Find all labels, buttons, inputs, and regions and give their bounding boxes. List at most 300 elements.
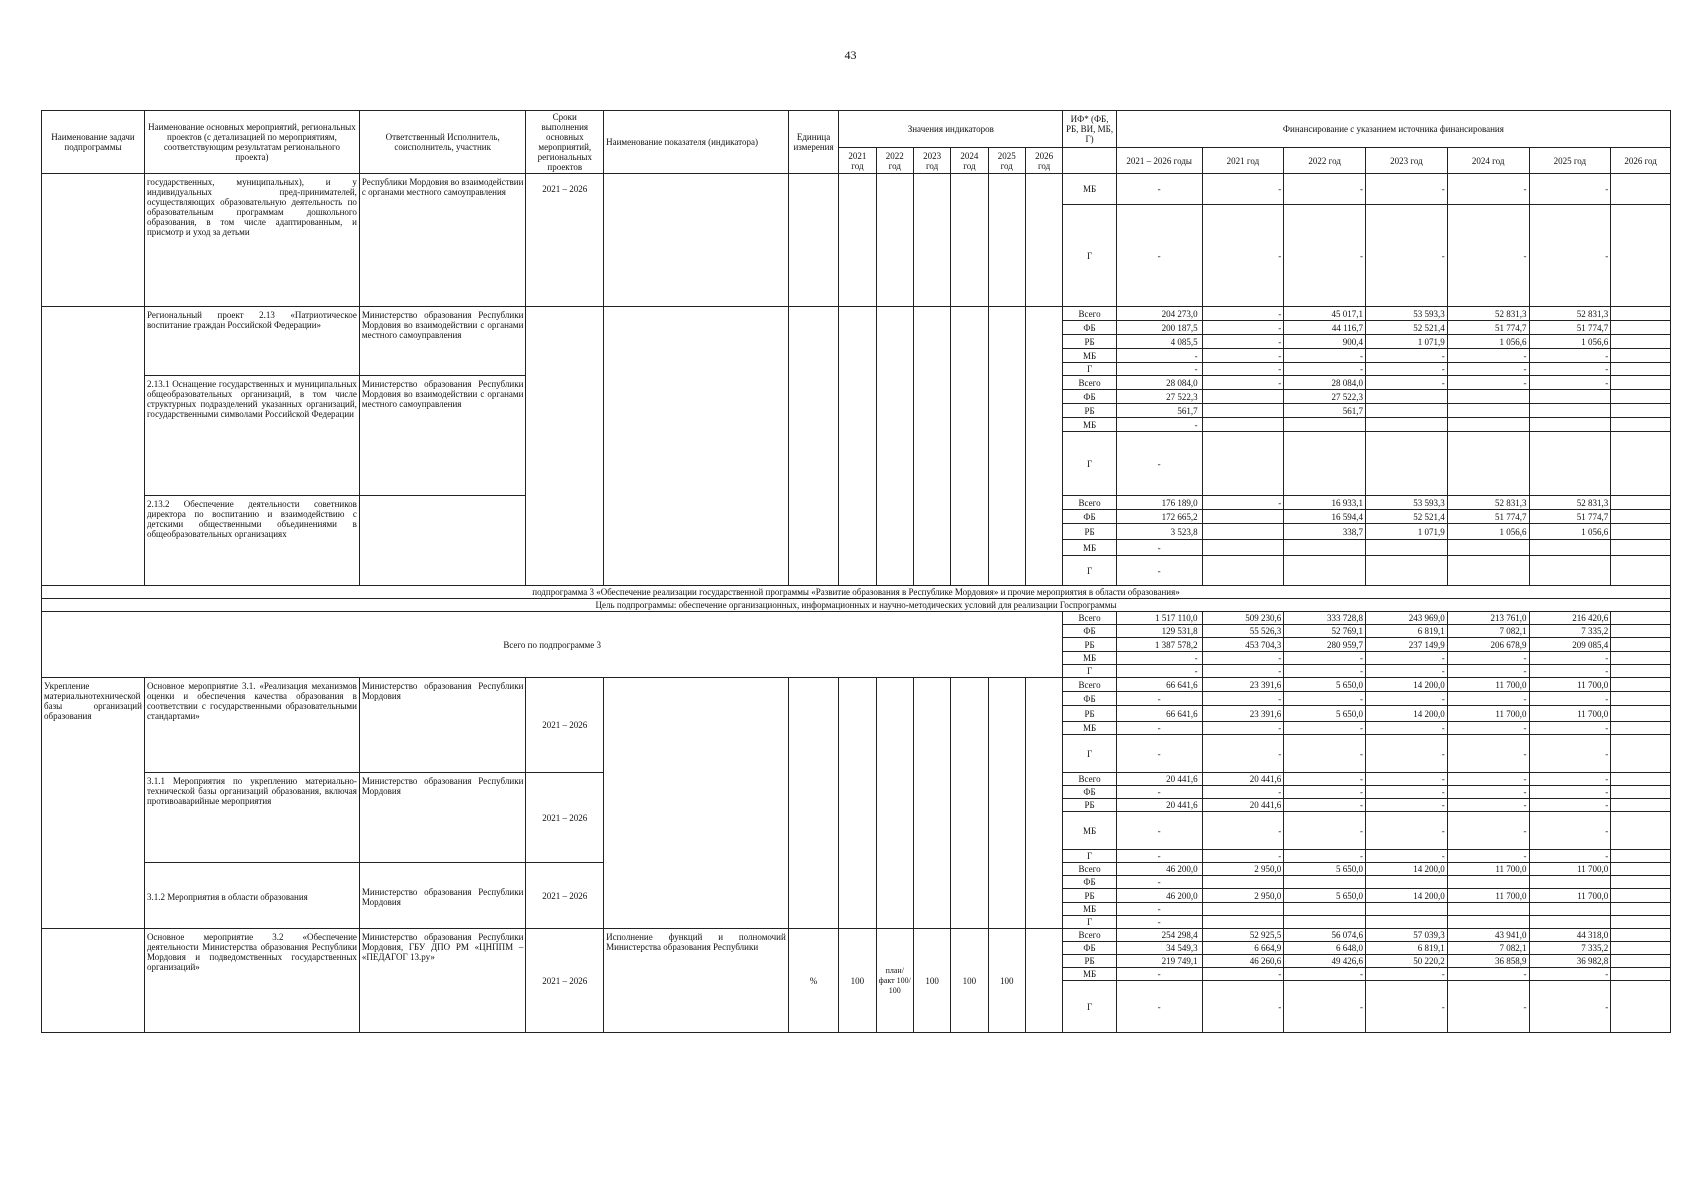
fin-cell: -: [1447, 349, 1529, 363]
fin-cell: -: [1366, 174, 1448, 205]
fin-cell: -: [1116, 652, 1202, 665]
fin-cell: [1366, 903, 1448, 916]
source-cell: Всего: [1063, 773, 1116, 786]
fin-cell-2026: [1611, 812, 1671, 850]
fin-cell: -: [1366, 376, 1448, 390]
fin-cell: 2 950,0: [1202, 863, 1284, 876]
indicator-value: 100: [913, 929, 950, 1033]
fin-cell: 172 665,2: [1116, 510, 1202, 524]
source-cell: МБ: [1063, 903, 1116, 916]
fin-cell: -: [1202, 205, 1284, 307]
fin-cell: -: [1116, 540, 1202, 556]
fin-cell-2026: [1611, 850, 1671, 863]
source-cell: РБ: [1063, 404, 1116, 418]
fin-cell-2026: [1611, 625, 1671, 638]
fin-cell: -: [1529, 349, 1611, 363]
fin-cell: 14 200,0: [1366, 863, 1448, 876]
year-header: 2025 год: [988, 148, 1025, 174]
col-terms-header: Сроки выполнения основных мероприятий, региональных проектов: [526, 111, 604, 174]
fin-cell: -: [1202, 174, 1284, 205]
fin-cell: -: [1447, 376, 1529, 390]
source-subheader: [1063, 148, 1116, 174]
fin-cell: 46 200,0: [1116, 863, 1202, 876]
fin-cell: -: [1284, 981, 1366, 1033]
fin-cell: 176 189,0: [1116, 496, 1202, 510]
fin-cell: 11 700,0: [1529, 706, 1611, 722]
source-cell: ФБ: [1063, 692, 1116, 706]
fin-cell: 4 085,5: [1116, 335, 1202, 349]
fin-cell: -: [1447, 174, 1529, 205]
col-values-header: Значения индикаторов: [839, 111, 1063, 148]
unit-cell: %: [788, 929, 838, 1033]
fin-cell: [1284, 556, 1366, 586]
fin-cell: 57 039,3: [1366, 929, 1448, 942]
fin-cell: [1202, 524, 1284, 540]
fin-cell-2026: [1611, 786, 1671, 799]
executor-cell: Республики Мордовия во взаимодействии с органами местного самоуправления: [359, 174, 526, 307]
fin-cell: [1447, 404, 1529, 418]
fin-cell: -: [1116, 850, 1202, 863]
source-cell: ФБ: [1063, 786, 1116, 799]
fin-cell: 254 298,4: [1116, 929, 1202, 942]
fin-cell: -: [1116, 722, 1202, 735]
fin-cell: [1202, 510, 1284, 524]
fin-cell: -: [1116, 735, 1202, 773]
fin-cell: 20 441,6: [1202, 799, 1284, 812]
fin-cell-2026: [1611, 929, 1671, 942]
fin-cell: [1202, 916, 1284, 929]
indicator-value: 100: [839, 929, 876, 1033]
fin-cell-2026: [1611, 510, 1671, 524]
fin-cell: 213 761,0: [1447, 612, 1529, 625]
fin-cell: -: [1202, 850, 1284, 863]
source-cell: Всего: [1063, 678, 1116, 692]
task-cell: [42, 307, 145, 586]
fin-cell: 34 549,3: [1116, 942, 1202, 955]
program-table: [41, 110, 1671, 1033]
fin-cell: 6 819,1: [1366, 625, 1448, 638]
fin-cell: 2 950,0: [1202, 889, 1284, 903]
fin-cell: -: [1366, 850, 1448, 863]
fin-cell: 129 531,8: [1116, 625, 1202, 638]
terms-cell: 2021 – 2026: [526, 174, 604, 307]
fin-cell: 23 391,6: [1202, 678, 1284, 692]
fin-cell: -: [1202, 321, 1284, 335]
year-header: 2024 год: [951, 148, 988, 174]
fin-cell: 51 774,7: [1447, 510, 1529, 524]
fin-cell: -: [1529, 799, 1611, 812]
fin-cell-2026: [1611, 665, 1671, 678]
fin-cell: -: [1366, 735, 1448, 773]
fin-cell: [1284, 418, 1366, 432]
col-measure-header: Наименование основных мероприятий, региональных проектов (с детализацией по мероприятиям, соответствующим результатам регионального проекта): [144, 111, 359, 174]
fin-cell: 453 704,3: [1202, 638, 1284, 652]
fin-cell: -: [1447, 799, 1529, 812]
source-cell: Г: [1063, 205, 1116, 307]
fin-cell: 50 220,2: [1366, 955, 1448, 968]
fin-cell: 7 082,1: [1447, 625, 1529, 638]
fin-cell: [1529, 556, 1611, 586]
fin-cell-2026: [1611, 174, 1671, 205]
fin-cell: [1529, 390, 1611, 404]
fin-cell: 52 831,3: [1447, 496, 1529, 510]
fin-cell: 243 969,0: [1366, 612, 1448, 625]
indicator-value: план/ факт 100/ 100: [876, 929, 913, 1033]
fin-cell: [1366, 540, 1448, 556]
fin-cell-2026: [1611, 706, 1671, 722]
fin-cell: 7 335,2: [1529, 942, 1611, 955]
fin-cell: 27 522,3: [1116, 390, 1202, 404]
fin-cell: 206 678,9: [1447, 638, 1529, 652]
fin-cell: 7 082,1: [1447, 942, 1529, 955]
fin-cell: -: [1529, 850, 1611, 863]
measure-cell: государственных, муниципальных), и у индивидуальных пред-принимателей, осуществляющих образовательную деятельность по образовательным программам дошкольного образования, в том числе адаптированным, и присмотр и уход за детьми: [144, 174, 359, 307]
year-header: 2022 год: [876, 148, 913, 174]
fin-cell: 55 526,3: [1202, 625, 1284, 638]
source-cell: Г: [1063, 432, 1116, 496]
fin-cell-2026: [1611, 390, 1671, 404]
source-cell: Всего: [1063, 307, 1116, 321]
measure-cell: 3.1.1 Мероприятия по укреплению материально-технической базы организаций образования, включая противоаварийные мероприятия: [144, 773, 359, 863]
fin-cell: 1 517 110,0: [1116, 612, 1202, 625]
fin-cell-2026: [1611, 955, 1671, 968]
fin-cell-2026: [1611, 349, 1671, 363]
source-cell: ФБ: [1063, 510, 1116, 524]
fin-cell: [1284, 432, 1366, 496]
fin-cell: 53 593,3: [1366, 307, 1448, 321]
program-table-wrapper: [41, 110, 1671, 1033]
fin-cell: -: [1447, 981, 1529, 1033]
fin-cell: 52 769,1: [1284, 625, 1366, 638]
fin-year-header: 2022 год: [1284, 148, 1366, 174]
fin-cell: 6 664,9: [1202, 942, 1284, 955]
fin-cell: -: [1116, 174, 1202, 205]
fin-cell: 45 017,1: [1284, 307, 1366, 321]
fin-cell-2026: [1611, 612, 1671, 625]
fin-cell: 66 641,6: [1116, 706, 1202, 722]
fin-cell: 27 522,3: [1284, 390, 1366, 404]
unit-cell: [788, 678, 838, 929]
fin-cell: 11 700,0: [1447, 889, 1529, 903]
source-cell: ФБ: [1063, 942, 1116, 955]
fin-cell: 49 426,6: [1284, 955, 1366, 968]
fin-cell: 1 056,6: [1447, 524, 1529, 540]
fin-cell: 28 084,0: [1116, 376, 1202, 390]
subprogram-total-label: Всего по подпрограмме 3: [42, 612, 1063, 678]
fin-cell-2026: [1611, 418, 1671, 432]
fin-cell: 44 116,7: [1284, 321, 1366, 335]
source-cell: МБ: [1063, 174, 1116, 205]
fin-cell: 52 521,4: [1366, 321, 1448, 335]
fin-cell: -: [1447, 812, 1529, 850]
fin-cell: -: [1202, 692, 1284, 706]
source-cell: РБ: [1063, 889, 1116, 903]
fin-cell-2026: [1611, 376, 1671, 390]
fin-cell: 11 700,0: [1447, 678, 1529, 692]
fin-cell: -: [1447, 735, 1529, 773]
fin-cell-2026: [1611, 638, 1671, 652]
source-cell: Г: [1063, 735, 1116, 773]
executor-cell: Министерство образования Республики Мордовия: [359, 863, 526, 929]
fin-cell: [1202, 540, 1284, 556]
fin-cell: 1 071,9: [1366, 524, 1448, 540]
fin-cell: -: [1202, 349, 1284, 363]
fin-cell: 216 420,6: [1529, 612, 1611, 625]
fin-cell: 56 074,6: [1284, 929, 1366, 942]
executor-cell: [359, 496, 526, 586]
fin-cell: 51 774,7: [1447, 321, 1529, 335]
fin-cell: 46 200,0: [1116, 889, 1202, 903]
col-task-header: Наименование задачи подпрограммы: [42, 111, 145, 174]
source-cell: РБ: [1063, 799, 1116, 812]
source-cell: Всего: [1063, 612, 1116, 625]
fin-cell: -: [1366, 205, 1448, 307]
fin-cell: 6 819,1: [1366, 942, 1448, 955]
indicator-cell: [604, 678, 789, 929]
fin-cell: [1202, 556, 1284, 586]
source-cell: Г: [1063, 916, 1116, 929]
source-cell: Г: [1063, 665, 1116, 678]
fin-cell-2026: [1611, 916, 1671, 929]
fin-cell: 52 831,3: [1529, 307, 1611, 321]
fin-cell: -: [1529, 773, 1611, 786]
source-cell: МБ: [1063, 418, 1116, 432]
fin-cell: -: [1529, 735, 1611, 773]
fin-cell: 14 200,0: [1366, 889, 1448, 903]
fin-cell: [1366, 404, 1448, 418]
fin-cell: 23 391,6: [1202, 706, 1284, 722]
fin-cell: -: [1284, 363, 1366, 376]
fin-cell: 209 085,4: [1529, 638, 1611, 652]
fin-cell: -: [1284, 812, 1366, 850]
fin-cell: -: [1366, 981, 1448, 1033]
fin-cell: 280 959,7: [1284, 638, 1366, 652]
fin-cell: [1447, 418, 1529, 432]
year-header: 2023 год: [913, 148, 950, 174]
fin-cell: 11 700,0: [1447, 706, 1529, 722]
fin-cell: 1 071,9: [1366, 335, 1448, 349]
fin-cell: 219 749,1: [1116, 955, 1202, 968]
measure-cell: Региональный проект 2.13 «Патриотическое воспитание граждан Российской Федерации»: [144, 307, 359, 376]
task-cell: Укрепление материальнотехнической базы организаций образования: [42, 678, 145, 929]
fin-cell: [1447, 432, 1529, 496]
fin-cell: -: [1284, 349, 1366, 363]
fin-cell: [1202, 418, 1284, 432]
fin-cell: 1 056,6: [1529, 524, 1611, 540]
fin-cell: -: [1529, 722, 1611, 735]
terms-cell: 2021 – 2026: [526, 929, 604, 1033]
fin-cell: -: [1284, 722, 1366, 735]
fin-cell: 333 728,8: [1284, 612, 1366, 625]
fin-cell: 20 441,6: [1202, 773, 1284, 786]
fin-cell: 561,7: [1284, 404, 1366, 418]
fin-cell: [1447, 556, 1529, 586]
fin-cell: -: [1284, 652, 1366, 665]
fin-cell: -: [1366, 799, 1448, 812]
terms-cell: 2021 – 2026: [526, 773, 604, 863]
fin-cell: -: [1116, 981, 1202, 1033]
executor-cell: Министерство образования Республики Мордовия во взаимодействии с органами местного самоуправления: [359, 307, 526, 376]
fin-cell-2026: [1611, 889, 1671, 903]
page-number: 43: [844, 48, 857, 62]
fin-cell-2026: [1611, 321, 1671, 335]
source-cell: Г: [1063, 363, 1116, 376]
fin-cell: -: [1529, 376, 1611, 390]
fin-cell: 53 593,3: [1366, 496, 1448, 510]
source-cell: Всего: [1063, 496, 1116, 510]
source-cell: ФБ: [1063, 390, 1116, 404]
fin-cell-2026: [1611, 556, 1671, 586]
indicator-cell: [604, 174, 789, 307]
fin-cell-2026: [1611, 678, 1671, 692]
fin-cell: -: [1116, 692, 1202, 706]
measure-cell: Основное мероприятие 3.2 «Обеспечение деятельности Министерства образования Республики Мордовия и подведомственных государственных организаций»: [144, 929, 359, 1033]
fin-cell: 43 941,0: [1447, 929, 1529, 942]
fin-cell-2026: [1611, 863, 1671, 876]
fin-cell: 509 230,6: [1202, 612, 1284, 625]
fin-cell: -: [1447, 722, 1529, 735]
fin-cell: [1202, 876, 1284, 889]
fin-cell: -: [1529, 786, 1611, 799]
fin-cell: 7 335,2: [1529, 625, 1611, 638]
fin-cell: -: [1284, 968, 1366, 981]
table-body: [42, 174, 1671, 1033]
fin-cell: -: [1284, 773, 1366, 786]
fin-cell: -: [1202, 968, 1284, 981]
fin-cell: -: [1116, 876, 1202, 889]
source-cell: МБ: [1063, 540, 1116, 556]
terms-cell: 2021 – 2026: [526, 678, 604, 773]
fin-cell: [1202, 903, 1284, 916]
fin-cell-2026: [1611, 722, 1671, 735]
fin-cell-2026: [1611, 735, 1671, 773]
col-indicator-header: Наименование показателя (индикатора): [604, 111, 789, 174]
fin-cell: -: [1529, 812, 1611, 850]
fin-cell: -: [1116, 786, 1202, 799]
fin-cell: 200 187,5: [1116, 321, 1202, 335]
fin-cell: 3 523,8: [1116, 524, 1202, 540]
source-cell: Г: [1063, 850, 1116, 863]
fin-cell: [1529, 876, 1611, 889]
source-cell: МБ: [1063, 968, 1116, 981]
col-executor-header: Ответственный Исполнитель, соисполнитель, участник: [359, 111, 526, 174]
executor-cell: Министерство образования Республики Мордовия: [359, 678, 526, 773]
fin-cell: [1529, 404, 1611, 418]
fin-cell: -: [1366, 968, 1448, 981]
source-cell: Г: [1063, 556, 1116, 586]
fin-cell-2026: [1611, 903, 1671, 916]
fin-cell: [1529, 540, 1611, 556]
measure-cell: 2.13.1 Оснащение государственных и муниципальных общеобразовательных организаций, в том числе структурных подразделений указанных организаций, государственными символами Российской Федерации: [144, 376, 359, 496]
fin-cell: 20 441,6: [1116, 773, 1202, 786]
source-cell: Всего: [1063, 376, 1116, 390]
fin-cell: [1366, 432, 1448, 496]
fin-cell: [1447, 903, 1529, 916]
source-cell: РБ: [1063, 335, 1116, 349]
fin-cell: -: [1447, 363, 1529, 376]
fin-cell: -: [1366, 349, 1448, 363]
executor-cell: Министерство образования Республики Мордовия, ГБУ ДПО РМ «ЦНППМ – «ПЕДАГОГ 13.ру»: [359, 929, 526, 1033]
subprogram-goal: Цель подпрограммы: обеспечение организационных, информационных и научно-методических условий для реализации Госпрограммы: [42, 599, 1671, 612]
col-source-header: ИФ* (ФБ, РБ, ВИ, МБ, Г): [1063, 111, 1116, 148]
fin-cell: 5 650,0: [1284, 863, 1366, 876]
fin-cell-2026: [1611, 968, 1671, 981]
fin-cell: -: [1202, 307, 1284, 321]
fin-cell: 28 084,0: [1284, 376, 1366, 390]
fin-cell: -: [1116, 349, 1202, 363]
fin-cell: 5 650,0: [1284, 678, 1366, 692]
source-cell: МБ: [1063, 722, 1116, 735]
fin-cell: -: [1284, 174, 1366, 205]
fin-cell-2026: [1611, 540, 1671, 556]
fin-cell: [1529, 903, 1611, 916]
fin-cell: 11 700,0: [1529, 889, 1611, 903]
fin-cell: 16 594,4: [1284, 510, 1366, 524]
fin-cell: -: [1284, 665, 1366, 678]
fin-cell-2026: [1611, 363, 1671, 376]
fin-cell: 16 933,1: [1284, 496, 1366, 510]
fin-cell: 52 925,5: [1202, 929, 1284, 942]
source-cell: Всего: [1063, 929, 1116, 942]
fin-cell: [1447, 876, 1529, 889]
fin-cell: -: [1366, 773, 1448, 786]
source-cell: МБ: [1063, 812, 1116, 850]
fin-cell: 52 831,3: [1529, 496, 1611, 510]
fin-cell: -: [1366, 665, 1448, 678]
fin-cell: [1447, 916, 1529, 929]
fin-cell: -: [1447, 692, 1529, 706]
fin-cell: 6 648,0: [1284, 942, 1366, 955]
fin-cell: [1366, 916, 1448, 929]
fin-cell: [1366, 876, 1448, 889]
source-cell: РБ: [1063, 524, 1116, 540]
fin-cell: -: [1284, 205, 1366, 307]
source-cell: МБ: [1063, 349, 1116, 363]
source-cell: РБ: [1063, 706, 1116, 722]
fin-year-header: 2023 год: [1366, 148, 1448, 174]
fin-cell: 11 700,0: [1447, 863, 1529, 876]
fin-cell-2026: [1611, 773, 1671, 786]
fin-cell: -: [1202, 335, 1284, 349]
fin-cell: -: [1529, 968, 1611, 981]
fin-cell-2026: [1611, 652, 1671, 665]
fin-cell-2026: [1611, 307, 1671, 321]
fin-cell: -: [1202, 722, 1284, 735]
fin-cell: -: [1447, 773, 1529, 786]
fin-cell: -: [1202, 496, 1284, 510]
fin-cell: 52 831,3: [1447, 307, 1529, 321]
fin-cell: -: [1284, 735, 1366, 773]
source-cell: РБ: [1063, 955, 1116, 968]
year-header: 2021 год: [839, 148, 876, 174]
source-cell: МБ: [1063, 652, 1116, 665]
fin-cell: -: [1116, 363, 1202, 376]
year-header: 2026 год: [1025, 148, 1062, 174]
fin-year-header: 2021 год: [1202, 148, 1284, 174]
fin-cell: -: [1366, 652, 1448, 665]
fin-cell: -: [1366, 812, 1448, 850]
fin-cell: -: [1284, 786, 1366, 799]
fin-cell-2026: [1611, 692, 1671, 706]
fin-year-header: 2026 год: [1611, 148, 1671, 174]
fin-cell-2026: [1611, 981, 1671, 1033]
fin-cell: 14 200,0: [1366, 678, 1448, 692]
fin-cell: 338,7: [1284, 524, 1366, 540]
fin-cell: -: [1284, 799, 1366, 812]
fin-cell-2026: [1611, 404, 1671, 418]
fin-cell: -: [1202, 786, 1284, 799]
fin-cell: -: [1202, 735, 1284, 773]
